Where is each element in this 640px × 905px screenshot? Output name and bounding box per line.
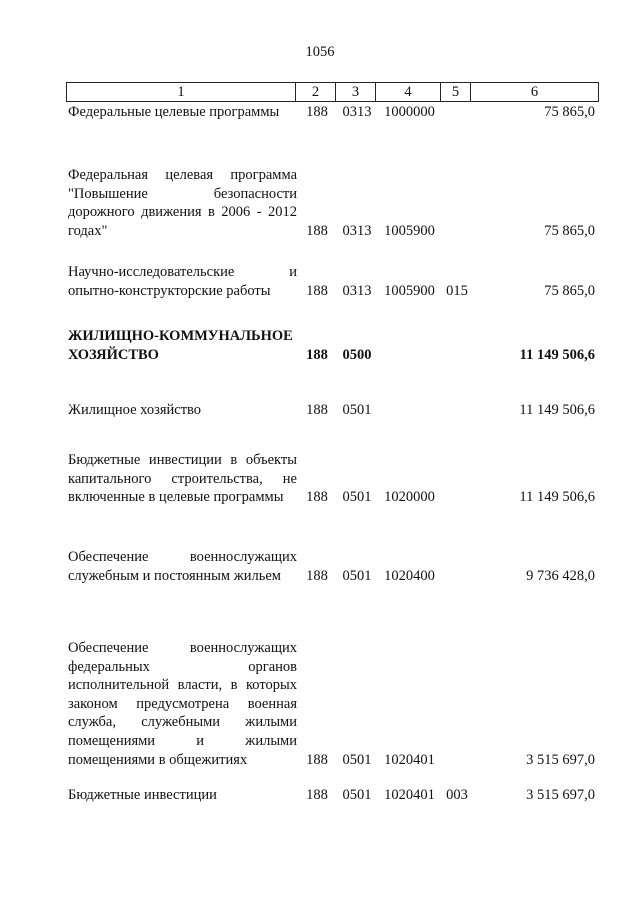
row-label: Научно-исследовательские и опытно-конструкторские работы [68,264,297,299]
col-2-value: 188 [306,787,328,803]
header-col-4: 4 [376,83,441,101]
col-6-value: 3 515 697,0 [526,787,595,803]
header-col-2: 2 [296,83,336,101]
col-2-value: 188 [306,751,328,768]
col-3-value: 0313 [342,222,372,239]
col-2-value: 188 [306,282,328,299]
col-5-value: 015 [446,282,468,299]
header-col-5: 5 [441,83,471,101]
row-label: Бюджетные инвестиции [68,787,217,803]
table-row [66,263,599,300]
table-row [66,103,599,122]
row-label: Бюджетные инвестиции в объекты капитального строительства, не включенные в целевые программы [68,452,297,506]
col-4-value: 1020400 [384,567,435,584]
table-row [66,401,599,420]
row-label: Жилищное хозяйство [68,402,202,418]
table-row [66,451,599,507]
table-row [66,786,599,805]
col-6-value: 3 515 697,0 [526,751,595,768]
row-label: Обеспечение военнослужащих федеральных органов исполнительной власти, в которых законом предусмотрена военная служба, служебными жилыми помещениями и жилыми помещениями в общежитиях [68,640,297,768]
col-6-value: 11 149 506,6 [519,489,595,506]
header-col-6: 6 [530,84,539,100]
col-6-value: 11 149 506,6 [519,346,595,363]
col-2-value: 188 [306,567,328,584]
col-6-value: 75 865,0 [544,104,595,120]
col-4-value: 1005900 [384,282,435,299]
table-row [66,327,599,364]
header-col-3: 3 [336,83,376,101]
col-6-value: 9 736 428,0 [526,567,595,584]
col-6-value: 75 865,0 [544,222,595,239]
header-col-1: 1 [67,83,296,101]
row-label: Обеспечение военнослужащих служебным и постоянным жильем [68,549,297,584]
row-label: ЖИЛИЩНО-КОММУНАЛЬНОЕ ХОЗЯЙСТВО [68,328,293,363]
col-4-value: 1005900 [384,222,435,239]
col-4-value: 1020401 [384,787,435,803]
col-6-value: 11 149 506,6 [519,402,595,418]
col-2-value: 188 [306,104,328,120]
col-4-value: 1020000 [384,489,435,506]
row-label: Федеральная целевая программа "Повышение безопасности дорожного движения в 2006 - 2012 годах" [68,167,297,239]
col-3-value: 0313 [342,104,372,120]
table-header [66,82,599,102]
col-2-value: 188 [306,222,328,239]
table-row [66,166,599,240]
table-row [66,548,599,585]
col-6-value: 75 865,0 [544,282,595,299]
col-3-value: 0501 [342,567,372,584]
col-3-value: 0501 [342,402,372,418]
col-3-value: 0500 [342,346,372,363]
col-3-value: 0501 [342,787,372,803]
col-3-value: 0501 [342,751,372,768]
page-number: 1056 [305,44,335,60]
col-5-value: 003 [446,787,468,803]
col-2-value: 188 [306,346,328,363]
col-2-value: 188 [306,402,328,418]
col-3-value: 0313 [342,282,372,299]
table-row [66,639,599,769]
col-4-value: 1020401 [384,751,435,768]
col-4-value: 1000000 [384,104,435,120]
row-label: Федеральные целевые программы [68,104,280,120]
col-3-value: 0501 [342,489,372,506]
col-2-value: 188 [306,489,328,506]
